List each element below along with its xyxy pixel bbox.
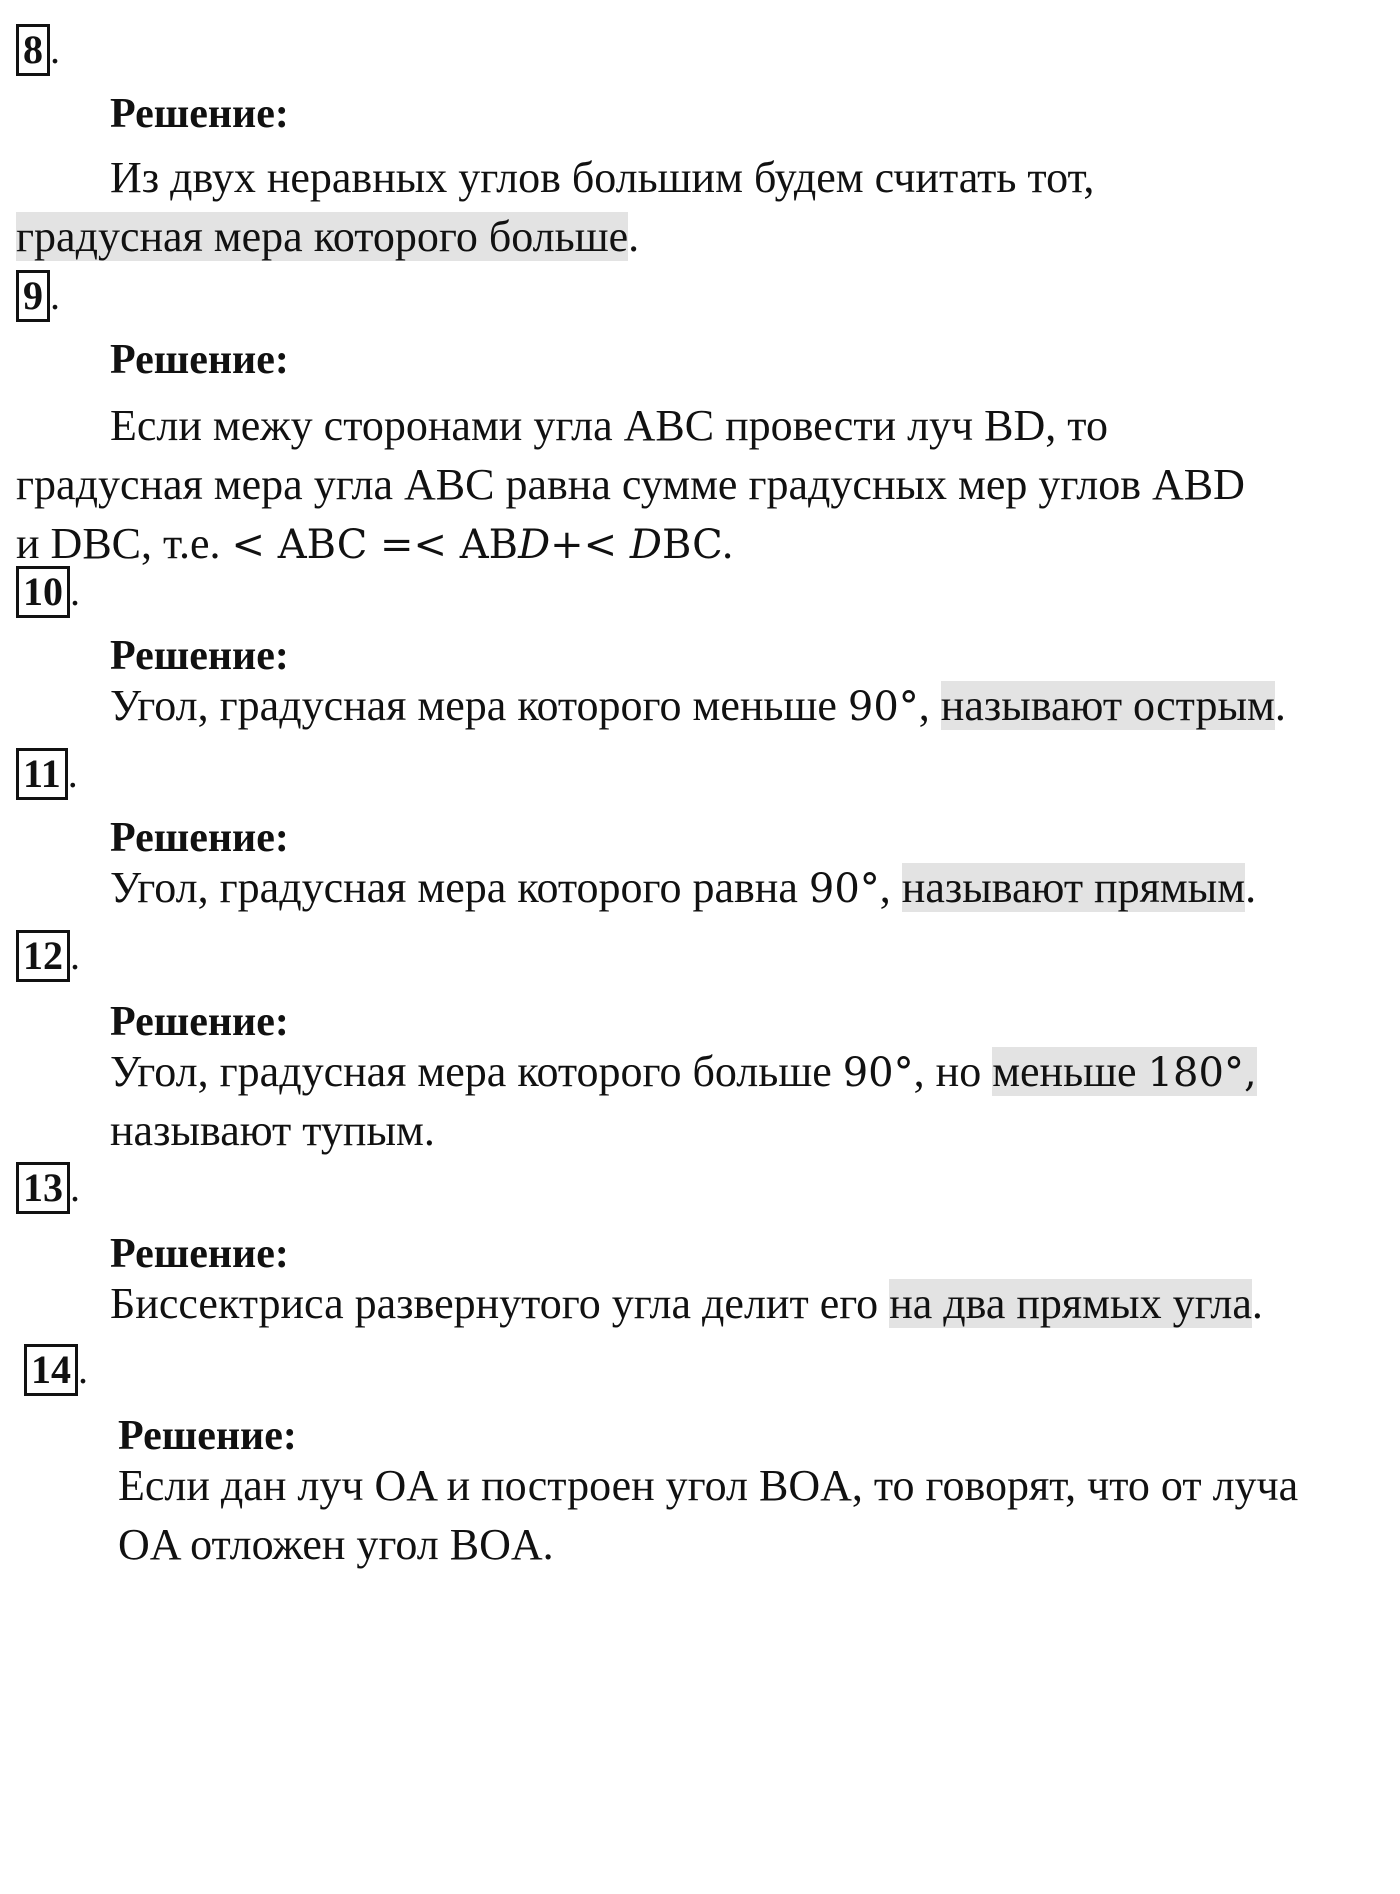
solution-text: Если дан луч OA и построен угол BOA, то говорят, что от луча OA отложен угол BOA. (118, 1461, 1299, 1569)
number-box: 13 (16, 1162, 70, 1214)
solution-heading: Решение: (110, 337, 289, 383)
number-box: 11 (16, 748, 68, 800)
exercise-number: 9 . (16, 270, 60, 322)
exercise-number: 14 . (24, 1344, 88, 1396)
angle-sum-formula: < ABC =< ABD+< DBC. (231, 522, 735, 568)
exercise-number: 11 . (16, 748, 78, 800)
solution-text: Если межу сторонами угла ABC провести луч BD, то градусная мера угла ABC равна сумме градусных мер углов ABD и DBC, т.е. < ABC =< ABD+< DBC. (16, 401, 1245, 568)
exercise-number: 13 . (16, 1162, 80, 1214)
number-box: 8 (16, 24, 50, 76)
solution-text: Из двух неравных углов большим будем считать тот, градусная мера которого больше. (16, 153, 1095, 261)
solution-text: Биссектриса развернутого угла делит его на два прямых угла. (110, 1279, 1263, 1328)
solution-text: Угол, градусная мера которого равна 90°, называют прямым. (110, 863, 1257, 912)
solution-heading: Решение: (118, 1413, 297, 1459)
solution-heading: Решение: (110, 815, 289, 861)
solution-heading: Решение: (110, 1231, 289, 1277)
number-box: 14 (24, 1344, 78, 1396)
exercise-number: 8 . (16, 24, 60, 76)
solution-heading: Решение: (110, 91, 289, 137)
highlighted-phrase: называют острым (940, 681, 1275, 730)
highlighted-phrase: на два прямых угла (889, 1279, 1252, 1328)
solution-heading: Решение: (110, 999, 289, 1045)
highlighted-phrase: меньше 180°, (992, 1047, 1257, 1096)
solution-text: Угол, градусная мера которого больше 90°, но меньше 180°, называют тупым. (110, 1047, 1257, 1155)
solution-heading: Решение: (110, 633, 289, 679)
exercise-number: 12 . (16, 930, 80, 982)
highlighted-phrase: называют прямым (901, 863, 1246, 912)
exercise-number: 10 . (16, 566, 80, 618)
number-box: 9 (16, 270, 50, 322)
solution-text: Угол, градусная мера которого меньше 90°, называют острым. (110, 681, 1286, 730)
highlighted-phrase: градусная мера которого больше (16, 212, 629, 261)
number-box: 12 (16, 930, 70, 982)
number-box: 10 (16, 566, 70, 618)
